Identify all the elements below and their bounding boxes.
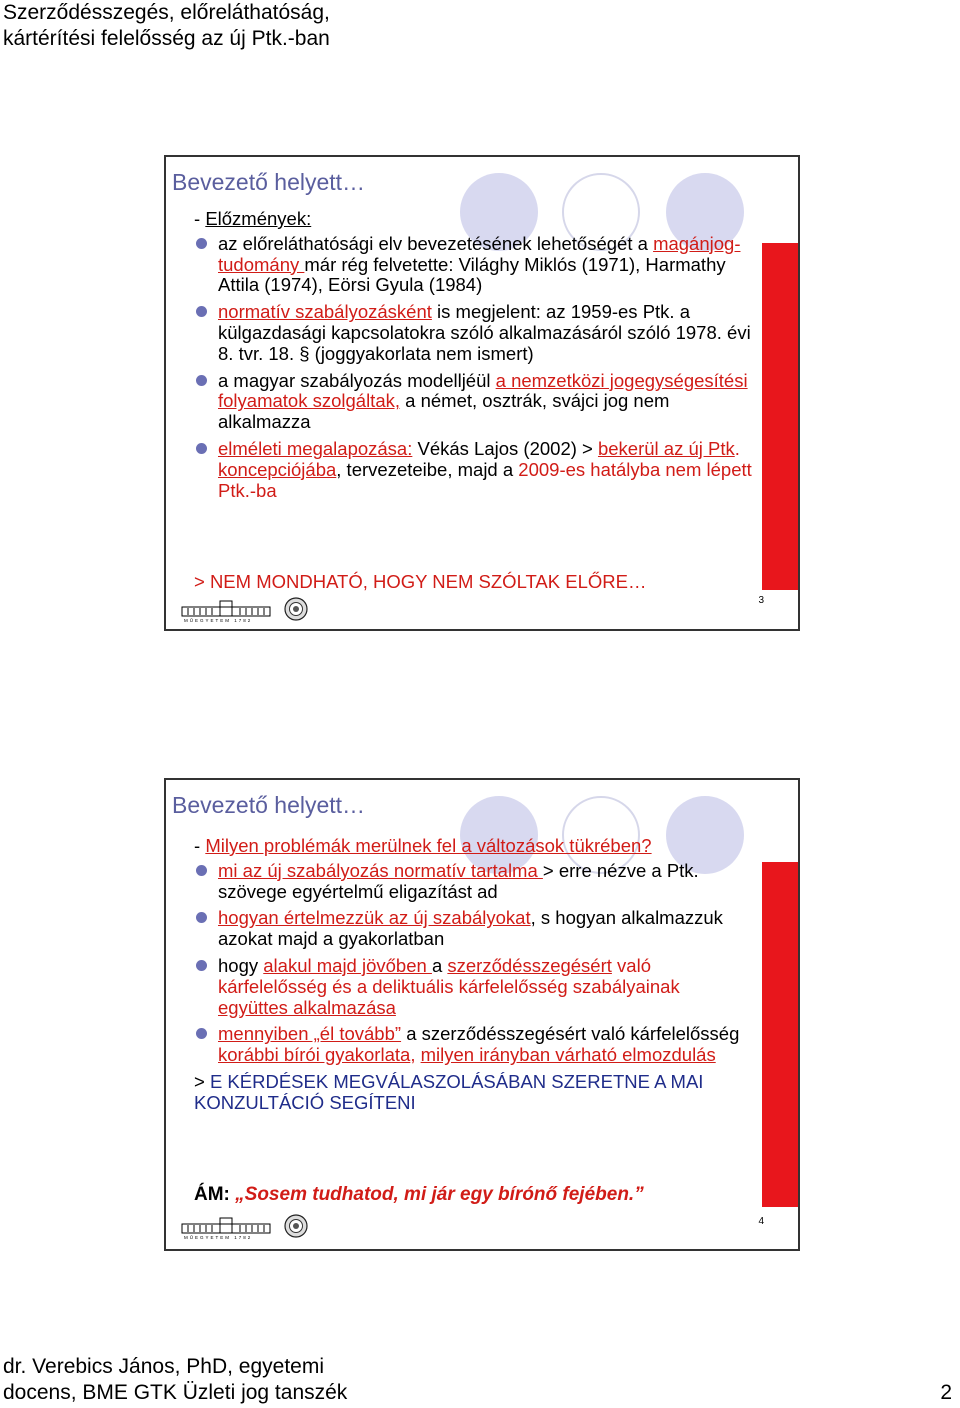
list-item [194,371,754,433]
list-item [194,234,754,296]
logo-text: MŰEGYETEM 1782 [184,1235,253,1240]
text-run: hogy [218,954,264,976]
intro-label: Előzmények: [205,208,312,229]
bullet-icon [196,443,207,454]
intro-prefix: - [194,208,206,229]
text-run: mennyiben „él tovább” [218,1023,402,1045]
bullet-icon [196,238,207,249]
text-run: korábbi bírói gyakorlata [218,1044,411,1066]
bullet-icon [196,865,207,876]
slide-title: Bevezető helyett… [172,169,366,195]
bme-building-logo [180,599,272,623]
slide-content [194,209,754,507]
header-line-1: Szerződésszegés, előreláthatóság, [3,1,330,24]
closing-label: ÁM: [194,1184,236,1205]
text-run: a [431,954,448,976]
text-run: > erre nézve a Ptk. szövege egyértelmű eligazítást ad [218,859,699,902]
header-line-2: kártérítési felelősség az új Ptk.-ban [3,27,330,50]
red-side-bar [762,243,798,590]
bullet-list [194,861,754,1066]
list-item [194,302,754,364]
intro-prefix: - [194,835,206,856]
page-number: 2 [940,1381,952,1404]
list-item [194,908,754,950]
footer-line-2: docens, BME GTK Üzleti jog tanszék [3,1381,348,1404]
bullet-icon [196,375,207,386]
text-run: a német, osztrák, svájci jog nem alkalmazza [218,390,670,433]
logo-text: MŰEGYETEM 1782 [184,618,253,623]
text-run: . [734,437,740,459]
question-text: E KÉRDÉSEK MEGVÁLASZOLÁSÁBAN SZERETNE A MAI KONZULTÁCIÓ SEGÍTENI [194,1070,704,1113]
text-run: a magyar szabályozás modelljéül [218,369,496,391]
text-run: , tervezeteibe, majd a [336,458,519,480]
text-run: a nemzetközi jogegységesítési folyamatok szolgáltak, [218,369,748,412]
list-item [194,1024,754,1066]
text-run: bekerül az új Ptk [597,437,735,459]
text-run: a szerződésszegésért való kárfelelősség [401,1023,740,1045]
bullet-icon [196,960,207,971]
slide-content [194,836,754,1114]
slide-4 [164,778,800,1251]
page-header [3,0,330,52]
intro-line [194,209,754,230]
text-run: milyen irányban várható elmozdulás [420,1044,716,1066]
text-run: mi az új szabályozás normatív tartalma [218,859,543,881]
text-run: , [410,1044,421,1066]
list-item [194,956,754,1018]
text-run: 2009-es hatályba nem lépett Ptk. [218,458,752,501]
text-run: magánjog-tudomány [218,232,741,275]
slide-number: 4 [758,1216,764,1227]
text-run: hogyan értelmezzük az új szabályokat [218,907,531,929]
closing-line [194,1184,644,1206]
text-run: szerződésszegésért [447,954,612,976]
text-run: normatív szabályozásként [218,301,432,323]
text-run: való kárfelelősség és a deliktuális kárfelelősség szabályainak [218,954,680,997]
slide-3 [164,155,800,631]
text-run: koncepciójába [218,458,337,480]
list-item [194,439,754,501]
question-prefix: > [194,1070,210,1092]
text-run: -ba [249,479,277,501]
text-run: Vékás Lajos (2002) > [412,437,598,459]
intro-label: Milyen problémák merülnek fel a változások tükrében? [205,835,652,856]
university-seal-icon [284,1214,308,1238]
university-seal-icon [284,597,308,621]
conclusion-text: > NEM MONDHATÓ, HOGY NEM SZÓLTAK ELŐRE… [194,571,647,592]
text-run: már rég felvetette: Világhy Miklós (1971), Harmathy Attila (1974), Eörsi Gyula (1984) [218,253,726,296]
text-run: elméleti megalapozása: [218,437,413,459]
closing-quote: „Sosem tudhatod, mi jár egy bírónő fejében.” [235,1184,644,1205]
bme-building-logo [180,1216,272,1240]
bullet-icon [196,306,207,317]
list-item [194,861,754,903]
page-footer [3,1354,347,1406]
slide-number: 3 [758,595,764,606]
text-run: is megjelent: az 1959-es Ptk. a külgazdasági kapcsolatokra szóló alkalmazásáról szóló 1978. évi 8. tvr. 18. § (joggyakorlata nem ismert) [218,301,751,364]
bullet-list [194,234,754,502]
bullet-icon [196,912,207,923]
question-line [194,1072,754,1114]
intro-line [194,836,754,857]
bullet-icon [196,1028,207,1039]
text-run: alakul majd jövőben [263,954,432,976]
red-side-bar [762,862,798,1207]
text-run: , s hogyan alkalmazzuk azokat majd a gyakorlatban [218,907,723,950]
text-run: együttes alkalmazása [218,996,396,1018]
footer-line-1: dr. Verebics János, PhD, egyetemi [3,1355,324,1378]
text-run: az előreláthatósági elv bevezetésének lehetőségét a [218,232,654,254]
slide-title: Bevezető helyett… [172,792,366,818]
